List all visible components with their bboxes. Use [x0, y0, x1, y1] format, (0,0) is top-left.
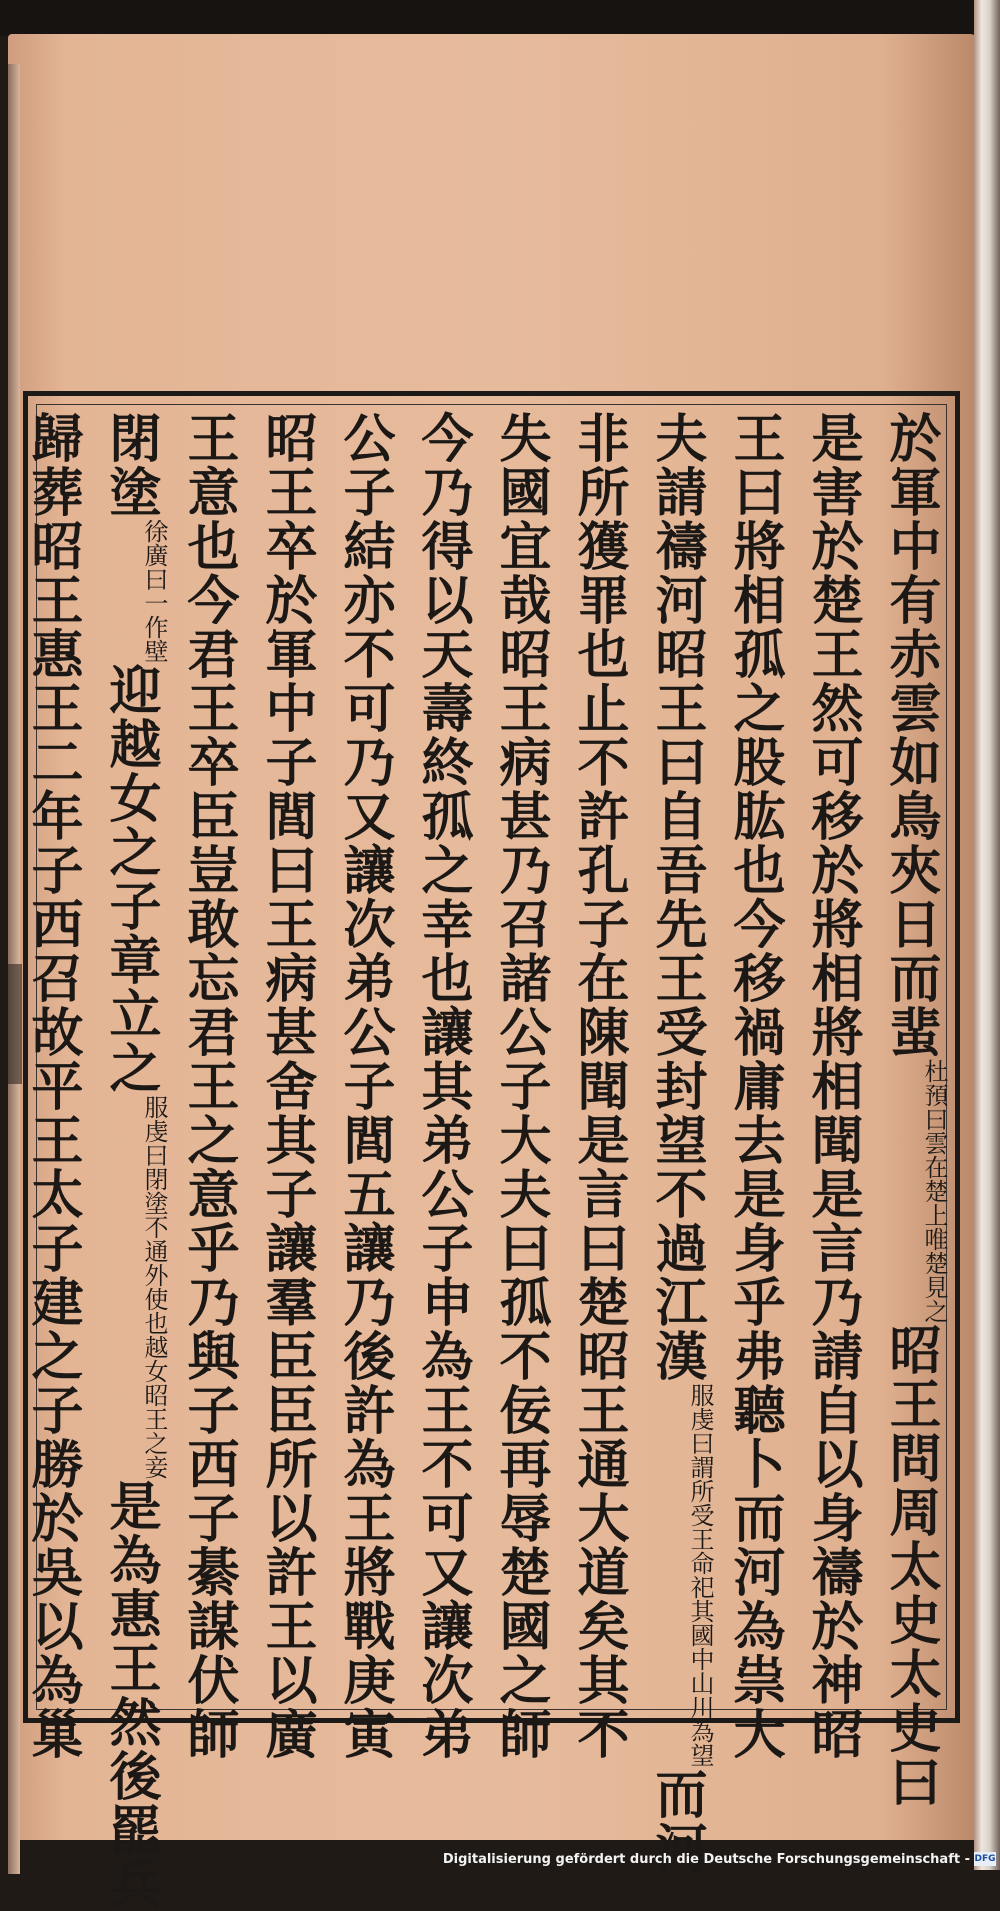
- digitization-credit: Digitalisierung gefördert durch die Deutsche Forschungsgemeinschaft -: [442, 1852, 970, 1867]
- text-column-3: [715, 411, 793, 1761]
- text-column-4: [637, 411, 715, 1875]
- column-8-text: 公子結亦不可乃又讓次弟公子閭五讓乃後許為王將戰庚寅: [334, 411, 395, 1761]
- text-column-6: [481, 411, 559, 1761]
- column-2-text: 是害於楚王然可移於將相將相聞是言乃請自以身禱於神昭: [802, 411, 863, 1761]
- text-column-10: [169, 411, 247, 1761]
- text-column-11: [91, 411, 169, 1911]
- dfg-logo: DFG: [974, 1854, 996, 1864]
- text-column-5: [559, 411, 637, 1761]
- text-column-1: [871, 411, 949, 1809]
- text-column-9: [247, 411, 325, 1761]
- column-1-note: 杜預曰雲在楚上唯楚見之: [920, 1059, 948, 1323]
- column-7-text: 今乃得以天壽終孤之幸也讓其弟公子申為王不可又讓次弟: [412, 411, 473, 1761]
- column-11-text-a: 閉塗: [100, 411, 161, 519]
- column-1-text-a: 於軍中有赤雲如鳥夾日而蜚: [880, 411, 941, 1059]
- column-6-text: 失國宜哉昭王病甚乃召諸公子大夫曰孤不佞再辱楚國之師: [490, 411, 551, 1761]
- column-3-text: 王曰將相孤之股肱也今移禍庸去是身乎弗聽卜而河為祟大: [724, 411, 785, 1761]
- column-11-note-a: 徐廣曰一作壁: [140, 519, 168, 663]
- column-5-text: 非所獲罪也止不許孔子在陳聞是言曰楚昭王通大道矣其不: [568, 411, 629, 1761]
- column-10-text: 王意也今君王卒臣豈敢忘君王之意乎乃與子西子綦謀伏師: [178, 411, 239, 1761]
- column-1-text-b: 昭王問周太史太史曰: [880, 1323, 941, 1809]
- text-column-7: [403, 411, 481, 1761]
- column-12-text: 歸葬昭王惠王二年子西召故平王太子建之子勝於吳以為巢: [22, 411, 83, 1761]
- column-9-text: 昭王卒於軍中子閭曰王病甚舍其子讓羣臣臣所以許王以廣: [256, 411, 317, 1761]
- column-4-note: 服虔曰謂所受王命祀其國中山川為望: [686, 1383, 714, 1767]
- column-11-text-c: 是為惠王然後罷兵: [100, 1479, 161, 1911]
- column-4-text-b: 而河: [646, 1767, 707, 1875]
- column-11-text-b: 迎越女之子章立之: [100, 663, 161, 1095]
- column-4-text-a: 夫請禱河昭王曰自吾先王受封望不過江漢: [646, 411, 707, 1383]
- column-11-note-b: 服虔曰閉塗不通外使也越女昭王之妾: [140, 1095, 168, 1479]
- scan-background: [0, 0, 1000, 36]
- text-column-12: [13, 411, 91, 1761]
- page-edge-right: [974, 0, 1000, 1870]
- text-column-2: [793, 411, 871, 1761]
- text-column-8: [325, 411, 403, 1761]
